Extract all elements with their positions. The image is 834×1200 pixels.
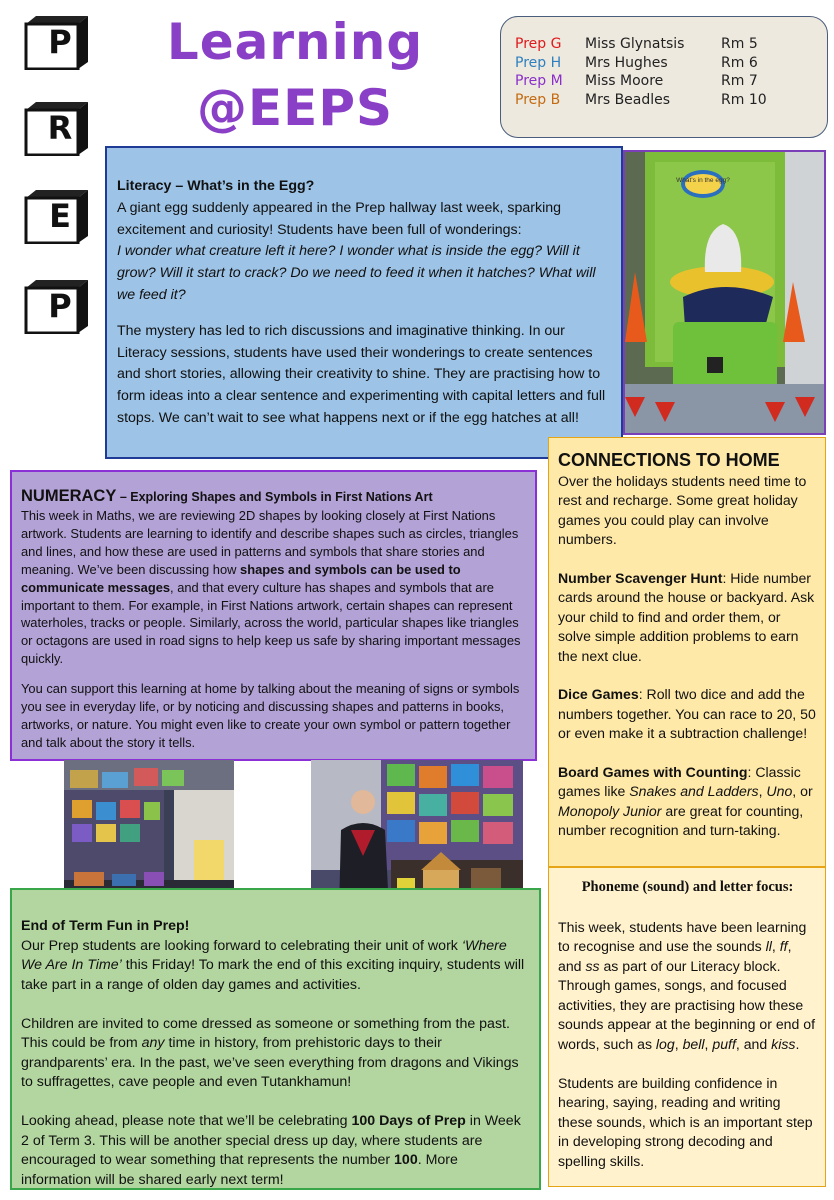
example-word: bell (682, 1035, 705, 1052)
sound: ll (765, 938, 772, 954)
teacher-name: Mrs Beadles (585, 91, 671, 108)
numeracy-section (10, 470, 537, 761)
egg-display-photo (623, 150, 826, 435)
phoneme-run: , and (558, 938, 792, 974)
class-list (500, 16, 828, 138)
game-name: Monopoly Junior (558, 802, 662, 819)
class-name: Prep B (515, 91, 561, 108)
phoneme-run: , (771, 938, 780, 954)
emphasis: any (141, 1035, 165, 1051)
room-number: Rm 7 (721, 73, 758, 89)
item-text: , (758, 783, 767, 800)
phoneme-text (558, 918, 817, 1055)
room-number: Rm 5 (721, 36, 758, 52)
numeracy-home-support: You can support this learning at home by talking about the meaning of signs or symbols you see in everyday life, or by noticing and discussing shapes and patterns in books, artworks, or nature. You might even like to create your own symbol or pattern together and talk about the story it tells. (21, 681, 520, 750)
sound: ss (585, 957, 600, 974)
class-row (515, 35, 827, 54)
phoneme-summary: Students are building confidence in hearing, saying, reading and writing these sounds, which is an important step in developing strong decoding and spelling skills. (558, 1074, 813, 1169)
teacher-name: Miss Glynatsis (585, 36, 685, 52)
item-title: Number Scavenger Hunt (558, 570, 723, 587)
class-row (515, 91, 827, 110)
end-of-term-text: Looking ahead, please note that we’ll be celebrating (21, 1113, 352, 1129)
prep-block-letter: R (47, 109, 73, 147)
page-title-line2: @EEPS (197, 79, 393, 137)
literacy-intro: A giant egg suddenly appeared in the Prep hallway last week, sparking excitement and curiosity! Students have been full of wonderings: (117, 199, 562, 238)
emphasis-number: 100 (394, 1152, 418, 1168)
prep-block-r (24, 100, 90, 156)
end-of-term-text: Our Prep students are looking forward to celebrating their unit of work (21, 937, 462, 954)
item-text: are great for counting, number recognition and turn-taking. (558, 802, 804, 839)
game-name: Uno (766, 783, 793, 800)
item-text: : Classic games like (558, 764, 801, 800)
example-word: log (655, 1035, 675, 1052)
phoneme-focus (548, 867, 826, 1187)
room-number: Rm 6 (721, 54, 758, 71)
connections-to-home (548, 437, 826, 867)
page-title-line1: Learning (166, 13, 424, 71)
phoneme-run: , and (735, 1035, 772, 1052)
phoneme-run: , (674, 1035, 683, 1052)
connections-item (558, 569, 817, 666)
phoneme-run: This week, students have been learning to recognise and use the sounds (558, 918, 807, 954)
prep-block-letter: P (48, 23, 72, 61)
class-name: Prep H (515, 54, 562, 71)
end-of-term-section (10, 888, 541, 1190)
end-of-term-text: . More information will be shared early next term! (21, 1152, 458, 1188)
class-name: Prep G (515, 36, 562, 52)
sound: ff (779, 938, 788, 954)
item-text: : Roll two dice and add the numbers together. You can race to 20, 50 or even make it a subtraction challenge! (558, 686, 816, 742)
teacher-name: Mrs Hughes (585, 54, 668, 71)
game-name: Snakes and Ladders (629, 783, 759, 800)
room-number: Rm 10 (721, 91, 767, 108)
prep-block-p (24, 14, 90, 70)
class-row (515, 72, 827, 91)
literacy-section (105, 146, 623, 459)
phoneme-run: . (795, 1035, 800, 1052)
event-name: 100 Days of Prep (351, 1113, 466, 1129)
connections-intro: Over the holidays students need time to rest and recharge. Some great holiday games you could play can involve numbers. (558, 473, 807, 548)
end-of-term-text: this Friday! To mark the end of this exciting inquiry, students will take part in a range of olden day games and activities. (21, 957, 525, 993)
connections-item (558, 763, 817, 841)
end-of-term-text: Children are invited to come dressed as someone or something from the past. This could be from (21, 1015, 510, 1051)
item-text: : Hide number cards around the house or backyard. Ask your child to find and order them, or solve simple addition problems to earn the next clue. (558, 570, 815, 664)
numeracy-heading: NUMERACY (21, 487, 117, 505)
phoneme-run: as part of our Literacy block. Through games, songs, and focused activities, they are practising how these sounds appear at the beginning or end of words, such as (558, 957, 816, 1052)
numeracy-text: This week in Maths, we are reviewing 2D shapes by looking closely at First Nations artwork. Students are learning to identify and describe shapes such as circles, triangles and lines, and how these are used in patterns and symbols that share stories and meaning. We’ve been discussing how (21, 508, 519, 577)
prep-block-letter: P (48, 287, 72, 325)
end-of-term-text: time in history, from prehistoric days to their grandparents’ era. In the past, we’ve seen everything from dragons and Vikings to suffragettes, cave people and even Tutankhamun! (21, 1035, 519, 1090)
item-title: Board Games with Counting (558, 764, 748, 781)
item-title: Dice Games (558, 686, 639, 703)
prep-block-p2 (24, 278, 90, 334)
teacher-name: Miss Moore (585, 73, 664, 89)
connections-heading: CONNECTIONS TO HOME (558, 450, 780, 470)
phoneme-run: , (704, 1035, 713, 1052)
egg-sign-text: What's in the egg? (676, 177, 730, 184)
phoneme-heading: Phoneme (sound) and letter focus: (581, 879, 794, 895)
class-name: Prep M (515, 73, 563, 89)
end-of-term-text: in Week 2 of Term 3. This will be another special dress up day, where students are encouraged to wear something that represents the number (21, 1113, 521, 1168)
literacy-heading: Literacy – What’s in the Egg? (117, 178, 315, 194)
example-word: puff (712, 1035, 736, 1052)
prep-block-e (24, 188, 90, 244)
numeracy-emphasis: shapes and symbols can be used to communicate messages (21, 561, 461, 595)
literacy-wonderings: I wonder what creature left it here? I wonder what is inside the egg? Will it grow? Will it start to crack? Do we need to feed it when it hatches? What will we feed it? (117, 243, 596, 303)
connections-item (558, 685, 817, 743)
egg-display-illustration (625, 152, 824, 433)
example-word: kiss (771, 1035, 796, 1052)
item-text: , or (792, 783, 813, 800)
numeracy-subheading: – Exploring Shapes and Symbols in First Nations Art (116, 490, 433, 504)
end-of-term-heading: End of Term Fun in Prep! (21, 918, 190, 934)
unit-title: ‘Where We Are In Time’ (21, 937, 507, 973)
literacy-body: The mystery has led to rich discussions and imaginative thinking. In our Literacy sessions, students have used their wonderings to create sentences and short stories, allowing their creativity to shine. They are practising how to form ideas into a clear sentence and experimenting with capital letters and full stops. We can’t wait to see what happens next or if the egg hatches at all! (117, 322, 606, 426)
class-row (515, 54, 827, 73)
numeracy-text: , and that every culture has shapes and symbols that are important to them. For example, in First Nations artwork, certain shapes can represent waterholes, tracks or people. Similarly, across the world, particular shapes like triangles or octagons are used in road signs to help keep us safe by sharing important messages quickly. (21, 579, 521, 667)
prep-block-letter: E (49, 197, 71, 235)
